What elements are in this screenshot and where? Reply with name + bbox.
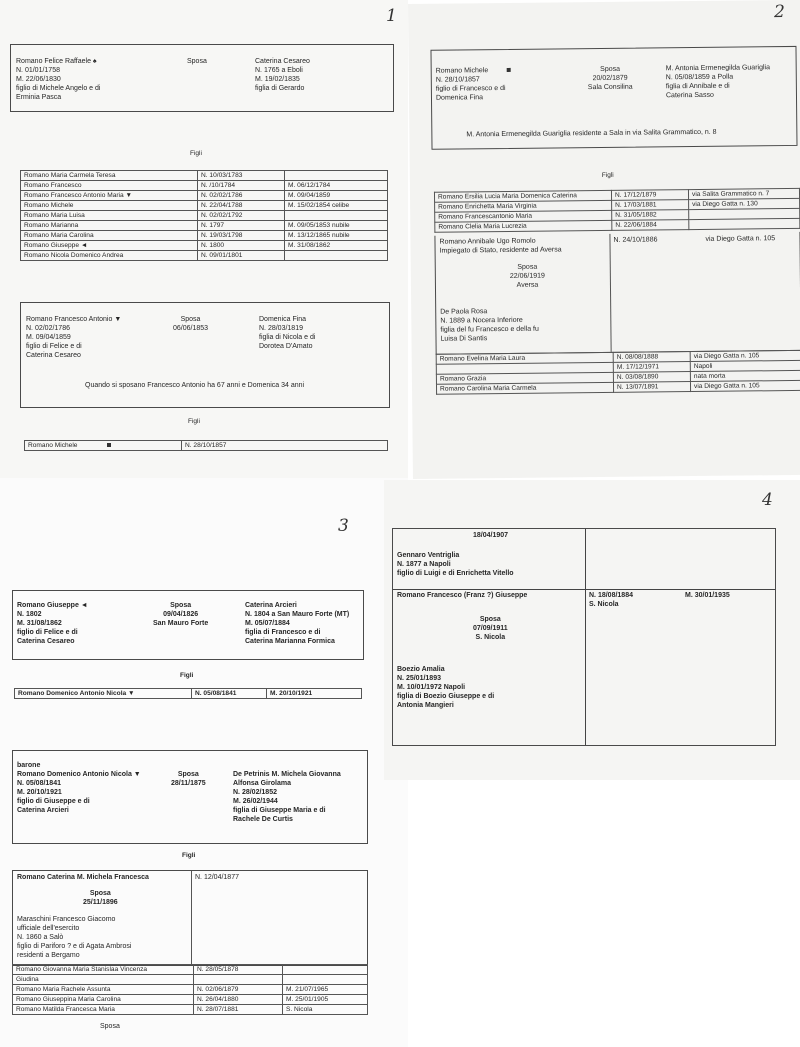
table-row [21,231,388,241]
table-cell [285,171,388,181]
husband-info: Romano Michele N. 28/10/1857 figlio di Francesco e di Domenica Fina [436,66,514,103]
table-cell: Romano Ersilia Lucia Maria Domenica Caterina [434,190,611,202]
page-number: 4 [762,490,773,510]
column-divider [191,871,192,965]
table-row: Romano Michele N. 28/10/1857 [25,441,388,451]
wife-info: Caterina Cesareo N. 1765 a Eboli M. 19/02/1835 figlia di Gerardo [255,58,310,92]
table-cell: N. 09/01/1801 [198,251,285,261]
page-number: 1 [386,6,397,26]
main-person: Romano Francesco (Franz ?) Giuseppe [397,592,528,599]
table-row [21,251,388,261]
table-cell: S. Nicola [283,1005,368,1015]
table-cell: Romano Francesco Antonio Maria ▼ [21,191,198,201]
marriage-info: Sposa 25/11/1896 [83,890,118,906]
figli-heading: Figli [601,171,614,179]
child-caterina-card [12,870,368,966]
table-cell: Romano Giovanna Maria Stanislaa Vincenza [13,965,194,975]
date-label: 18/04/1907 [473,532,509,539]
table-row [21,241,388,251]
table-cell: N. 28/07/1881 [194,1005,283,1015]
table-cell: M. 21/07/1965 [283,985,368,995]
table-row [21,191,388,201]
husband-info: Romano Francesco Antonio ▼ N. 02/02/1786 M. 09/04/1859 figlio di Felice e di Caterina Cesareo [26,316,122,359]
table-cell: N. 02/02/1792 [198,211,285,221]
wife-info: M. Antonia Ermenegilda Guariglia N. 05/08/1859 a Polla figlia di Annibale e di Caterina Sasso [665,64,771,100]
table-row [21,171,388,181]
table-cell [689,218,800,229]
table-row [13,965,368,975]
table-cell: Romano Nicola Domenico Andrea [21,251,198,261]
table-cell: N. 08/08/1888 [613,352,690,363]
table-cell: Romano Maria Carolina [21,231,198,241]
table-cell: Romano Carolina Maria Carmela [436,382,613,394]
table-cell: M. 25/01/1905 [283,995,368,1005]
column-divider [609,234,611,352]
table-cell: N. 31/05/1882 [612,210,689,221]
square-marker-icon [506,68,510,72]
spouse-info: Gennaro Ventriglia N. 1877 a Napoli figlio di Luigi e di Enrichetta Vitello [397,552,514,577]
marriage-info: Sposa 22/06/1919 Aversa [509,263,545,289]
table-row [13,975,368,985]
birth-info: N. 18/08/1884 S. Nicola [589,592,633,608]
table-cell: N. 02/02/1786 [198,191,285,201]
column-divider [585,529,586,745]
table-cell [285,211,388,221]
table-row [13,995,368,1005]
couple-card [430,46,797,150]
table-cell: M. 15/02/1854 celibe [285,201,388,211]
caterina-name: Romano Caterina M. Michela Francesca [17,874,149,881]
marriage-info: Sposa 09/04/1826 San Mauro Forte [153,602,209,627]
table-cell: Romano Maria Luisa [21,211,198,221]
figli-heading-2: Figli [182,852,196,859]
table-cell: nata morta [690,370,800,381]
table-row: Romano Domenico Antonio Nicola ▼ N. 05/08/1841 M. 20/10/1921 [15,689,362,699]
children-table [20,170,388,261]
marriage-info: Sposa 06/06/1853 [173,316,209,332]
table-cell: N. /10/1784 [198,181,285,191]
birth-date: N. 12/04/1877 [195,874,239,881]
table-cell: N. 22/06/1884 [612,220,689,231]
figli-heading: Figli [190,150,202,157]
table-cell: Romano Michele [21,201,198,211]
document-page-3 [0,478,408,1047]
table-cell: via Diego Gatta n. 130 [689,198,800,209]
table-cell: Romano Francesco [21,181,198,191]
child-annibale-card [434,232,800,355]
birth-date: N. 24/10/1886 [613,236,658,244]
table-cell: Romano Clelia Maria Lucrezia [435,220,612,232]
table-cell [194,975,283,985]
table-cell: Romano Giuseppina Maria Carolina [13,995,194,1005]
table-cell: Romano Grazia [436,372,613,384]
address: via Diego Gatta n. 105 [705,235,776,243]
table-row [21,201,388,211]
table-row [21,181,388,191]
couple-card [10,44,394,112]
children-table-2 [24,440,388,451]
table-cell: N. 19/03/1798 [198,231,285,241]
spouse-info: Maraschini Francesco Giacomo ufficiale dell'esercito N. 1860 a Salò figlio di Pariforo ? e di Agata Ambrosi residenti a Bergamo [17,916,132,959]
table-cell: N. 28/05/1878 [194,965,283,975]
sposa-label: Sposa [100,1023,120,1030]
table-cell: via Diego Gatta n. 105 [690,380,800,391]
spade-icon: ♠ [92,58,97,65]
table-cell: Romano Maria Rachele Assunta [13,985,194,995]
table-cell: M. 09/04/1859 [285,191,388,201]
table-cell: Romano Maria Carmela Teresa [21,171,198,181]
table-cell: Romano Matilda Francesca Maria [13,1005,194,1015]
table-cell: N. 10/03/1783 [198,171,285,181]
table-row [13,1005,368,1015]
death-date: M. 30/01/1935 [685,592,730,599]
table-cell: Romano Marianna [21,221,198,231]
children-table [14,688,362,699]
wife-info: Boezio Amalia N. 25/01/1893 M. 10/01/1972 Napoli figlia di Boezio Giuseppe e di Antonia Mangieri [397,666,495,709]
spouse-info: De Paola Rosa N. 1889 a Nocera Inferiore figlia del fu Francesco e della fu Luisa Di Santis [440,308,539,343]
table-cell: N. 22/04/1788 [198,201,285,211]
marriage-info: Sposa 28/11/1875 [171,771,206,787]
row-divider [393,589,775,590]
sposa-label: Sposa [187,58,207,65]
wife-info: Caterina Arcieri N. 1804 a San Mauro Forte (MT) M. 05/07/1884 figlia di Francesco e di Caterina Marianna Formica [245,602,350,645]
table-cell: via Salita Grammatico n. 7 [688,188,799,199]
table-row [13,985,368,995]
annibale-info: Romano Annibale Ugo Romolo Impiegato di Stato, residente ad Aversa [439,237,562,255]
square-marker-icon [107,443,111,447]
table-cell [283,965,368,975]
table-cell: N. 13/07/1891 [613,382,690,393]
table-cell: M. 06/12/1784 [285,181,388,191]
table-cell [285,251,388,261]
couple-card-2 [20,302,390,408]
table-cell: N. 02/06/1879 [194,985,283,995]
figli-heading: Figli [180,672,194,679]
table-cell: N. 17/12/1879 [611,190,688,201]
table-cell: N. 1797 [198,221,285,231]
table-cell: M. 13/12/1865 nubile [285,231,388,241]
document-page-2 [408,0,800,479]
couple-card-2 [12,750,368,844]
residence-note: M. Antonia Ermenegilda Guariglia residente a Sala in via Salita Grammatico, n. 8 [466,128,717,139]
table-cell: Romano Giuseppe ◄ [21,241,198,251]
children-table-continued [436,350,800,395]
marriage-note: Quando si sposano Francesco Antonio ha 67 anni e Domenica 34 anni [85,382,305,389]
table-cell: M. 17/12/1971 [613,362,690,373]
marriage-info: Sposa 07/09/1911 S. Nicola [473,616,508,641]
husband-info: Romano Felice Raffaele ♠ N. 01/01/1758 M. 22/06/1830 figlio di Michele Angelo e di Erminia Pasca [16,58,101,101]
couple-card [12,590,364,660]
table-cell: M. 09/05/1853 nubile [285,221,388,231]
table-cell: N. 1800 [198,241,285,251]
table-row [21,211,388,221]
page-number: 2 [774,2,786,23]
wife-info: De Petrinis M. Michela Giovanna Alfonsa Girolama N. 28/02/1852 M. 26/02/1944 figlia di Giuseppe Maria e di Rachele De Curtis [233,771,341,823]
table-cell: N. 03/08/1890 [613,372,690,383]
page-number: 3 [338,516,349,536]
table-cell: N. 26/04/1880 [194,995,283,1005]
family-card [392,528,776,746]
table-cell [283,975,368,985]
document-page-4 [384,480,800,780]
table-cell: Napoli [690,360,800,371]
table-cell: N. 17/03/1881 [612,200,689,211]
children-table [434,188,800,233]
figli-heading-2: Figli [188,418,200,425]
table-cell: Romano Francescantonio Maria [435,210,612,222]
wife-info: Domenica Fina N. 28/03/1819 figlia di Nicola e di Dorotea D'Amato [259,316,316,350]
children-table-continued [12,964,368,1015]
table-cell: Romano Enrichetta Maria Virginia [435,200,612,212]
table-cell: via Diego Gatta n. 105 [690,350,800,361]
table-cell: Giudina [13,975,194,985]
husband-info: Romano Giuseppe ◄ N. 1802 M. 31/08/1862 figlio di Felice e di Caterina Cesareo [17,602,88,645]
table-cell: Romano Evelina Maria Laura [436,352,613,364]
marriage-info: Sposa 20/02/1879 Sala Consilina [587,65,633,92]
table-row [21,221,388,231]
husband-info: barone Romano Domenico Antonio Nicola ▼ N. 05/08/1841 M. 20/10/1921 figlio di Giuseppe e di Caterina Arcieri [17,762,141,814]
table-cell: M. 31/08/1862 [285,241,388,251]
document-page-1 [0,0,408,478]
